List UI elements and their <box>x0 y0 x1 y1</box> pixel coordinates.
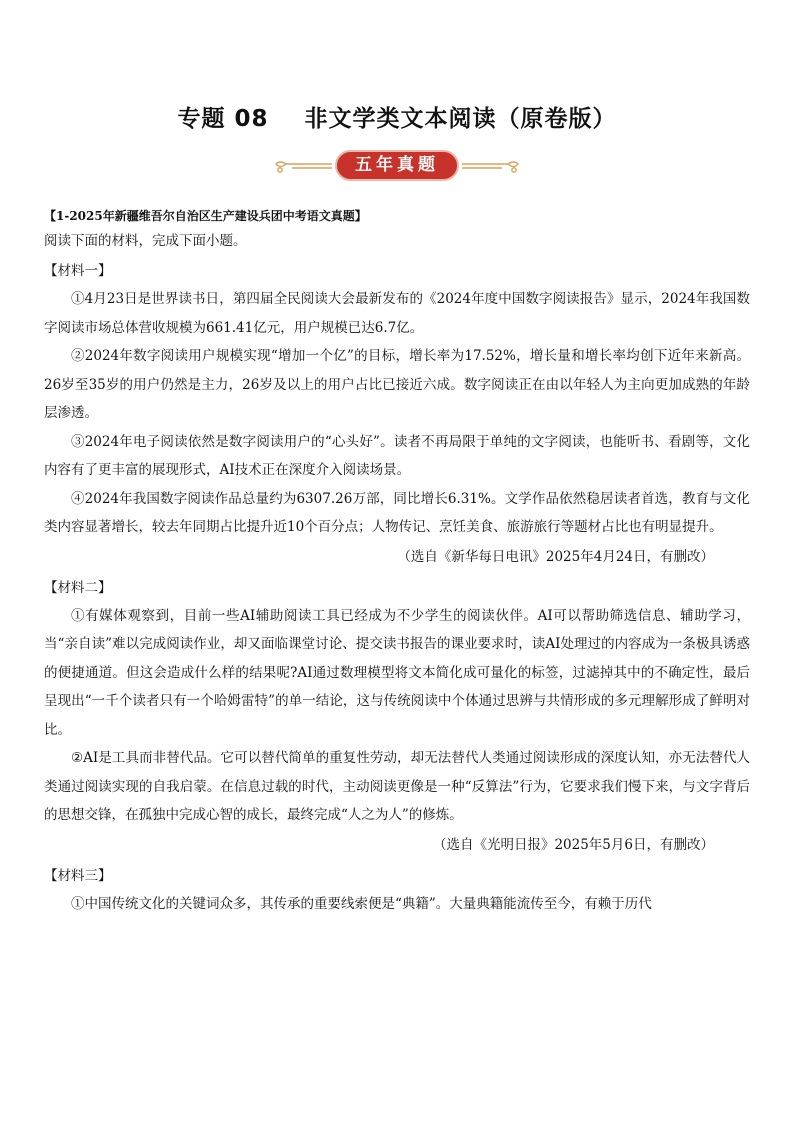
question-source: 【1-2025年新疆维吾尔自治区生产建设兵团中考语文真题】 <box>44 209 367 223</box>
title-topic-number: 专题 08 <box>177 106 269 132</box>
page-title <box>0 100 794 133</box>
material-1-heading: 【材料一】 <box>44 263 112 279</box>
document-body <box>44 204 750 918</box>
material-1-paragraph: ④2024年我国数字阅读作品总量约为6307.26万部，同比增长6.31%。文学作品依然稳居读者首选，教育与文化类内容显著增长，较去年同期占比提升近10个百分点；人物传记、烹饪美食、旅游旅行等题材占比也有明显提升。 <box>44 490 750 535</box>
material-1-paragraph: ①4月23日是世界读书日，第四届全民阅读大会最新发布的《2024年度中国数字阅读报告》显示，2024年我国数字阅读市场总体营收规模为661.41亿元，用户规模已达6.7亿。 <box>44 291 750 336</box>
reading-instruction: 阅读下面的材料，完成下面小题。 <box>44 233 247 249</box>
material-2-paragraph: ②AI是工具而非替代品。它可以替代简单的重复性劳动，却无法替代人类通过阅读形成的深度认知，亦无法替代人类通过阅读实现的自我启蒙。在信息过载的时代，主动阅读更像是一种“反算法”行为，它要求我们慢下来，与文字背后的思想交锋，在孤独中完成心智的成长，最终完成“人之为人”的修炼。 <box>44 750 750 823</box>
material-3-paragraph: ①中国传统文化的关键词众多，其传承的重要线索便是“典籍”。大量典籍能流传至今，有赖于历代 <box>71 895 652 912</box>
material-1-citation: （选自《新华每日电讯》2025年4月24日，有删改） <box>397 548 714 565</box>
section-banner <box>272 146 522 186</box>
five-year-exam-badge: 五年真题 <box>335 150 459 181</box>
material-2-paragraph: ①有媒体观察到，目前一些AI辅助阅读工具已经成为不少学生的阅读伙伴。AI可以帮助筛选信息、辅助学习，当“亲自读”难以完成阅读作业，却又面临课堂讨论、提交读书报告的课业要求时，读AI处理过的内容成为一条极具诱惑的便捷通道。但这会造成什么样的结果呢?AI通过数理模型将文本简化成可量化的标签，过滤掉其中的不确定性，最后呈现出“一千个读者只有一个哈姆雷特”的单一结论，这与传统阅读中个体通过思辨与共情形成的多元理解形成了鲜明对比。 <box>44 607 750 738</box>
material-1-paragraph: ③2024年电子阅读依然是数字阅读用户的“心头好”。读者不再局限于单纯的文字阅读，也能听书、看剧等，文化内容有了更丰富的展现形式，AI技术正在深度介入阅读场景。 <box>44 433 750 478</box>
material-2-citation: （选自《光明日报》2025年5月6日，有删改） <box>432 836 714 853</box>
title-topic-name: 非文学类文本阅读（原卷版） <box>304 106 617 132</box>
material-1-paragraph: ②2024年数字阅读用户规模实现“增加一个亿”的目标，增长率为17.52%，增长量和增长率均创下近年来新高。26岁至35岁的用户仍然是主力，26岁及以上的用户占比已接近六成。数字阅读正在由以年轻人为主向更加成熟的年龄层渗透。 <box>44 348 750 421</box>
material-2-heading: 【材料二】 <box>44 579 112 596</box>
material-3-heading: 【材料三】 <box>44 867 112 884</box>
